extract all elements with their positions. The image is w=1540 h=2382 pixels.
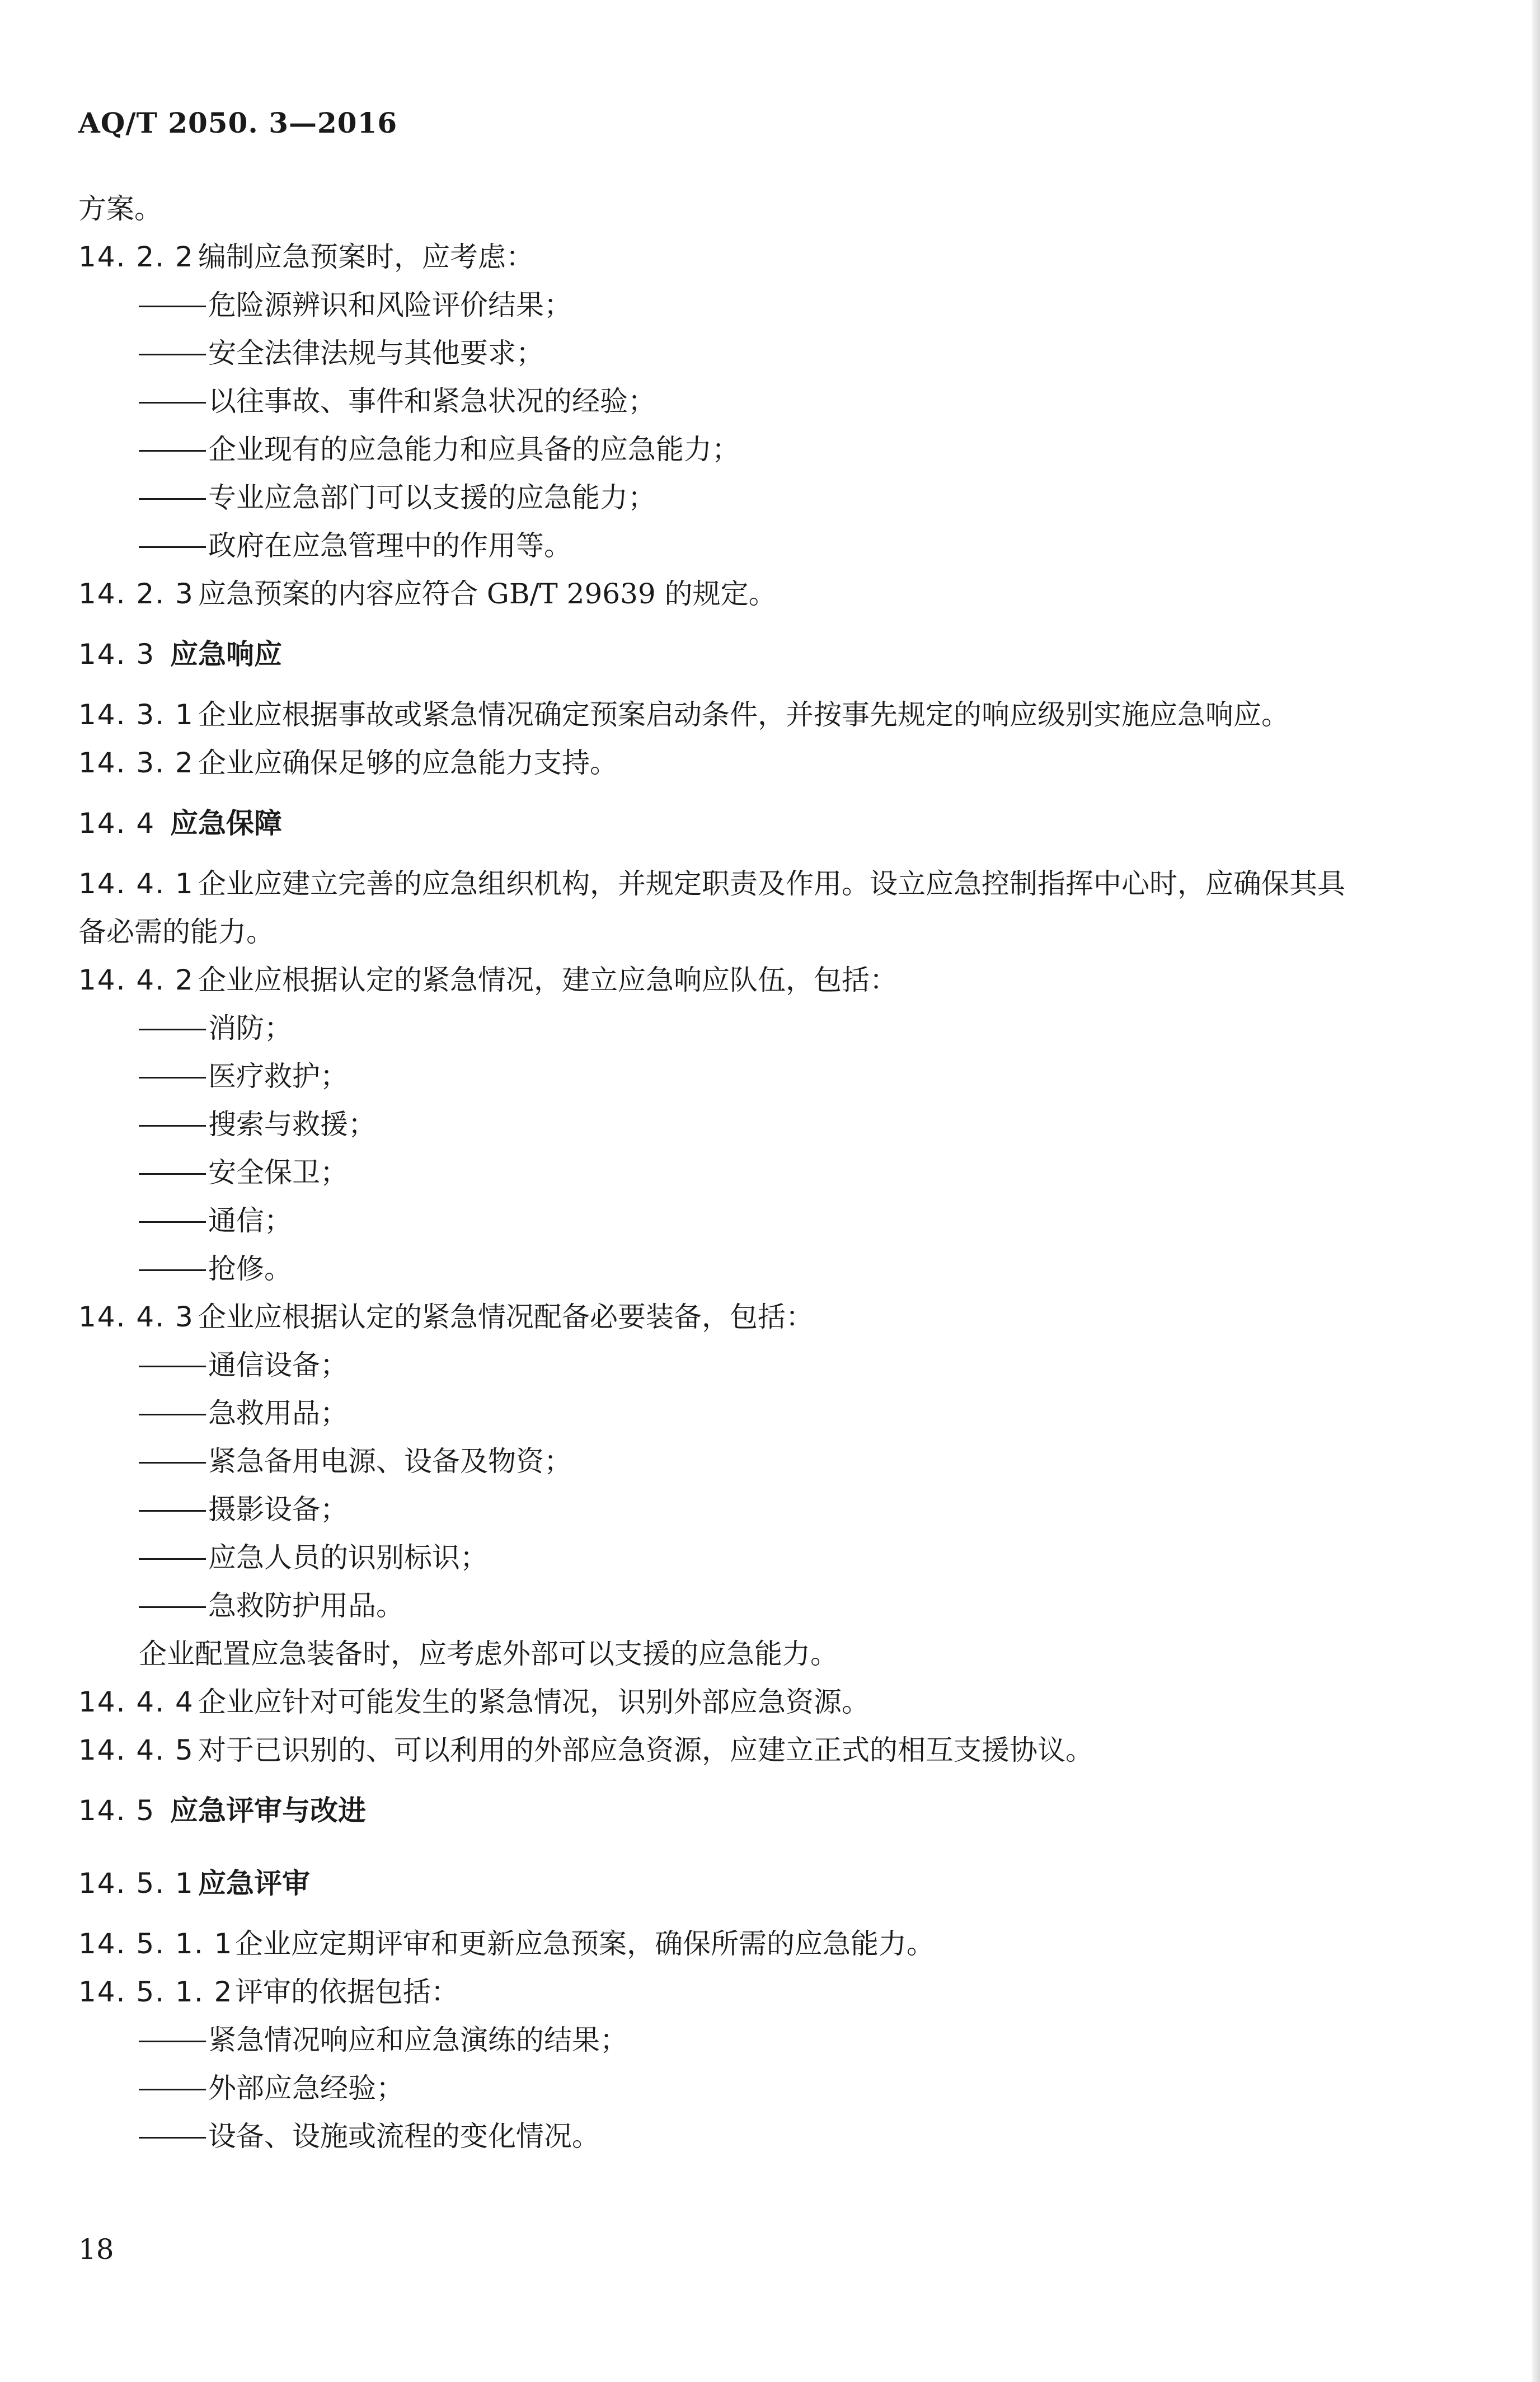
section-number: 14. 3 [78,638,156,670]
document-code-header: AQ/T 2050. 3—2016 [78,106,398,139]
list-item-text: 搜索与救援； [208,1108,376,1141]
list-item [78,1052,1466,1100]
page-number: 18 [78,2233,114,2266]
list-item-text: 紧急备用电源、设备及物资； [208,1445,572,1478]
clause-text: 评审的依据包括： [235,1976,459,2008]
clause-line [78,956,1466,1004]
list-item [78,1437,1466,1485]
list-item [78,1004,1466,1052]
em-dash-marker [139,2041,206,2042]
list-item-text: 企业现有的应急能力和应具备的应急能力； [208,433,740,466]
em-dash-marker [139,1077,206,1079]
clause-number: 14. 3. 2 [78,747,194,779]
em-dash-marker [139,1414,206,1415]
section-title: 应急评审 [198,1867,310,1900]
list-item-text: 急救用品； [208,1397,348,1429]
clause-text: 备必需的能力。 [78,916,274,948]
subclause-line [78,1920,1466,1968]
paragraph-text: 企业配置应急装备时，应考虑外部可以支援的应急能力。 [139,1638,838,1670]
clause-line [78,570,1466,618]
em-dash-marker [139,1366,206,1367]
clause-text: 编制应急预案时，应考虑： [198,241,534,273]
section-heading [78,1774,1466,1847]
em-dash-marker [139,1558,206,1560]
section-number: 14. 4 [78,807,156,840]
list-item-text: 以往事故、事件和紧急状况的经验； [208,385,656,418]
clause-text: 企业应定期评审和更新应急预案，确保所需的应急能力。 [235,1928,935,1960]
list-item [78,1341,1466,1389]
em-dash-marker [139,2137,206,2139]
list-item [78,1197,1466,1245]
list-item-text: 安全法律法规与其他要求； [208,337,544,369]
scan-edge-shadow [1532,0,1540,2382]
clause-number: 14. 5. 1. 1 [78,1928,233,1960]
em-dash-marker [139,354,206,355]
list-item [78,2016,1466,2064]
list-item-text: 安全保卫； [208,1156,348,1189]
clause-text: 企业应建立完善的应急组织机构，并规定职责及作用。设立应急控制指挥中心时，应确保其具 [198,868,1345,900]
clause-text: 企业应根据事故或紧急情况确定预案启动条件，并按事先规定的响应级别实施应急响应。 [198,698,1289,731]
list-item [78,2064,1466,2112]
list-item-text: 紧急情况响应和应急演练的结果； [208,2024,628,2056]
list-item [78,1534,1466,1582]
list-item-text: 急救防护用品。 [208,1589,404,1622]
em-dash-marker [139,1221,206,1223]
clause-text: 企业应根据认定的紧急情况，建立应急响应队伍，包括： [198,964,898,996]
clause-line [78,691,1466,739]
clause-number: 14. 2. 2 [78,241,194,273]
list-item-text: 抢修。 [208,1253,292,1285]
section-number: 14. 5. 1 [78,1867,194,1900]
section-number: 14. 5 [78,1794,156,1827]
list-item [78,329,1466,377]
em-dash-marker [139,1462,206,1464]
clause-line [78,1293,1466,1341]
em-dash-marker [139,1125,206,1127]
list-item [78,425,1466,473]
paragraph-text: 方案。 [78,193,162,225]
em-dash-marker [139,2089,206,2090]
clause-continuation [78,908,1466,956]
list-item-text: 消防； [208,1012,292,1044]
clause-line [78,1678,1466,1726]
list-item-text: 设备、设施或流程的变化情况。 [208,2120,600,2153]
clause-number: 14. 3. 1 [78,698,194,731]
clause-number: 14. 5. 1. 2 [78,1976,233,2008]
list-item [78,1148,1466,1197]
paragraph-line [78,185,1466,233]
clause-line [78,1726,1466,1774]
list-item [78,2112,1466,2160]
clause-number: 14. 2. 3 [78,578,194,610]
clause-text: 企业应根据认定的紧急情况配备必要装备，包括： [198,1301,814,1333]
list-item [78,1389,1466,1437]
list-item [78,1485,1466,1534]
list-item-text: 应急人员的识别标识； [208,1541,488,1574]
list-item [78,1245,1466,1293]
list-item-text: 通信设备； [208,1349,348,1381]
list-item [78,473,1466,522]
em-dash-marker [139,546,206,548]
document-body [78,185,1466,2160]
clause-text: 企业应针对可能发生的紧急情况，识别外部应急资源。 [198,1686,870,1718]
em-dash-marker [139,450,206,452]
list-item-text: 危险源辨识和风险评价结果； [208,289,572,321]
clause-text: 对于已识别的、可以利用的外部应急资源，应建立正式的相互支援协议。 [198,1734,1093,1766]
list-item-text: 政府在应急管理中的作用等。 [208,529,572,562]
list-item [78,377,1466,425]
clause-number: 14. 4. 1 [78,868,194,900]
section-title: 应急评审与改进 [170,1794,366,1827]
clause-number: 14. 4. 2 [78,964,194,996]
subclause-line [78,1968,1466,2016]
em-dash-marker [139,306,206,307]
list-item [78,522,1466,570]
em-dash-marker [139,498,206,500]
clause-line [78,860,1466,908]
clause-text: 应急预案的内容应符合 GB/T 29639 的规定。 [198,578,777,610]
clause-number: 14. 4. 3 [78,1301,194,1333]
list-item-text: 专业应急部门可以支援的应急能力； [208,481,656,514]
list-item [78,1582,1466,1630]
clause-number: 14. 4. 4 [78,1686,194,1718]
list-item-text: 医疗救护； [208,1060,348,1092]
section-title: 应急保障 [170,807,282,840]
section-heading [78,618,1466,691]
em-dash-marker [139,1510,206,1512]
section-heading [78,1847,1466,1920]
clause-line [78,233,1466,281]
em-dash-marker [139,1606,206,1608]
clause-line [78,739,1466,787]
em-dash-marker [139,1029,206,1030]
list-item-text: 外部应急经验； [208,2072,404,2104]
list-item [78,1100,1466,1148]
em-dash-marker [139,1269,206,1271]
clause-text: 企业应确保足够的应急能力支持。 [198,747,618,779]
em-dash-marker [139,402,206,404]
clause-number: 14. 4. 5 [78,1734,194,1766]
section-heading [78,787,1466,860]
list-item-text: 摄影设备； [208,1493,348,1526]
section-title: 应急响应 [170,638,282,670]
list-item-text: 通信； [208,1204,292,1237]
paragraph-line [78,1630,1466,1678]
em-dash-marker [139,1173,206,1175]
list-item [78,281,1466,329]
